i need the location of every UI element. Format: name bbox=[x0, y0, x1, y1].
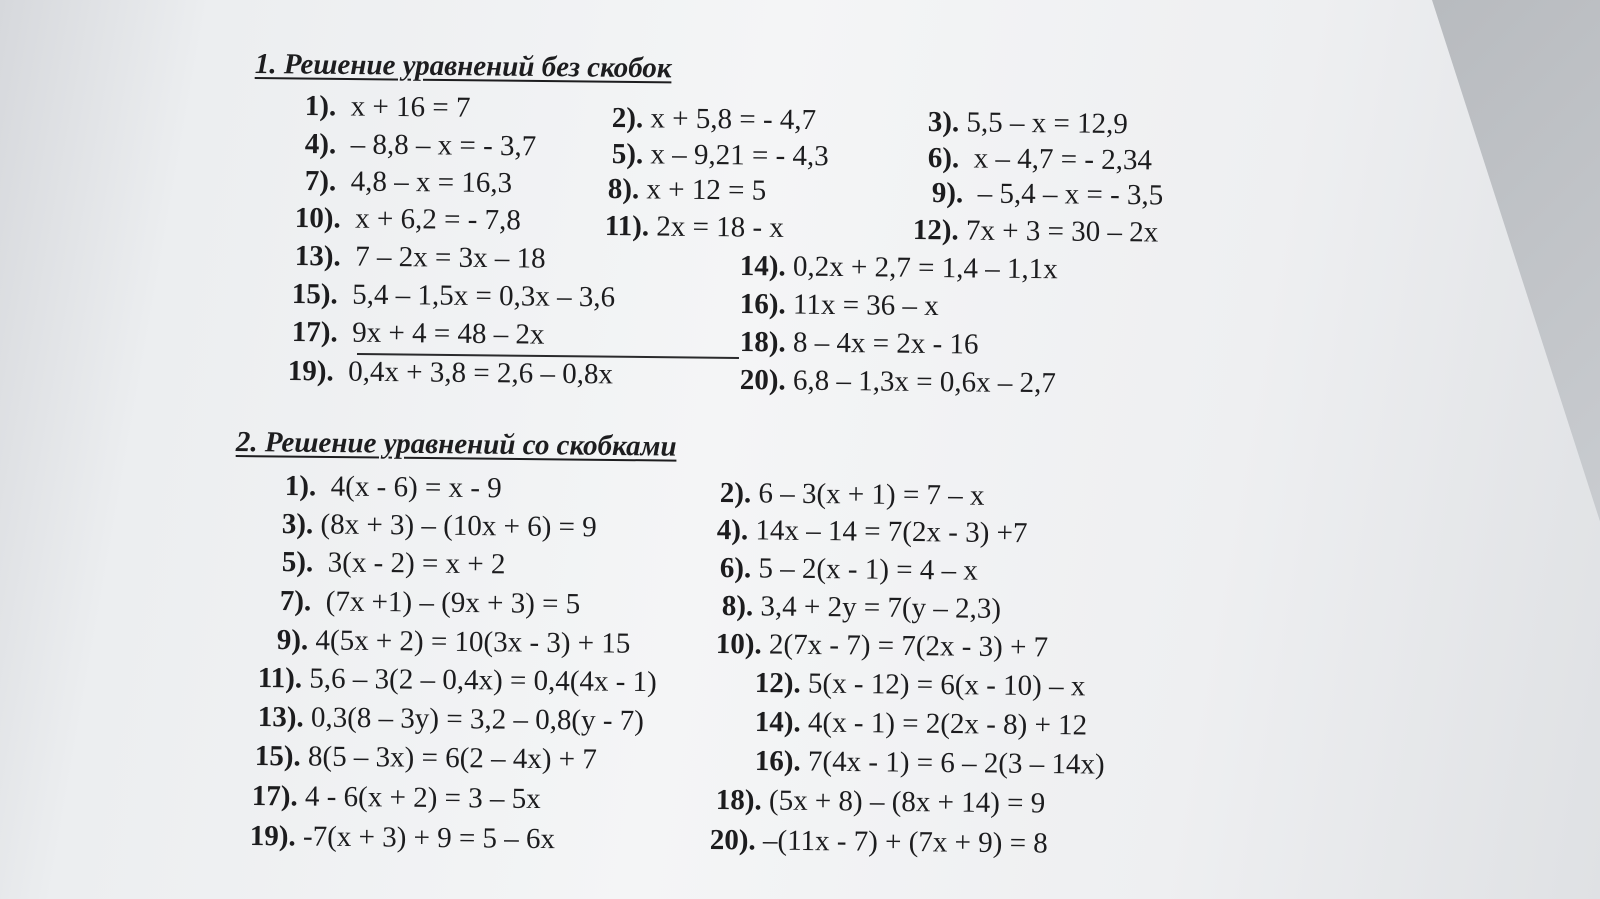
eq-number: 4). bbox=[304, 128, 337, 161]
eq-text: x + 6,2 = - 7,8 bbox=[355, 202, 522, 237]
s1-eq-3 bbox=[928, 106, 1128, 141]
s2-eq-3 bbox=[282, 508, 597, 544]
section2-title: 2. Решение уравнений со скобками bbox=[235, 426, 677, 463]
eq-number: 7). bbox=[304, 165, 337, 198]
s2-eq-12 bbox=[755, 667, 1086, 703]
eq-text: 0,2x + 2,7 = 1,4 – 1,1x bbox=[792, 250, 1058, 286]
eq-text: 4(x - 6) = x - 9 bbox=[330, 470, 502, 505]
eq-number: 18). bbox=[715, 784, 762, 817]
s2-eq-5 bbox=[282, 546, 506, 581]
eq-number: 8). bbox=[607, 173, 640, 206]
eq-number: 6). bbox=[719, 552, 752, 585]
s1-eq-14 bbox=[740, 250, 1058, 286]
eq-number: 20). bbox=[739, 364, 786, 397]
s2-eq-20 bbox=[710, 824, 1048, 861]
eq-text: x – 4,7 = - 2,34 bbox=[973, 142, 1153, 177]
s1-eq-18 bbox=[740, 326, 979, 361]
eq-number: 4). bbox=[716, 514, 749, 547]
eq-text: 3,4 + 2y = 7(y – 2,3) bbox=[760, 590, 1002, 625]
eq-number: 7). bbox=[279, 585, 312, 618]
s2-eq-19 bbox=[250, 820, 556, 856]
s1-eq-19 bbox=[288, 355, 613, 391]
eq-text: 0,4x + 3,8 = 2,6 – 0,8x bbox=[348, 355, 614, 391]
s2-eq-16 bbox=[755, 745, 1105, 782]
eq-number: 9). bbox=[931, 177, 964, 210]
eq-text: 6,8 – 1,3x = 0,6x – 2,7 bbox=[792, 364, 1057, 400]
eq-number: 18). bbox=[739, 326, 786, 359]
eq-number: 16). bbox=[754, 745, 801, 778]
eq-text: 8(5 – 3x) = 6(2 – 4x) + 7 bbox=[307, 740, 597, 776]
s1-eq-20 bbox=[740, 364, 1056, 400]
s2-eq-1 bbox=[285, 470, 502, 505]
eq-number: 12). bbox=[912, 214, 959, 247]
eq-text: 3(x - 2) = x + 2 bbox=[327, 546, 506, 581]
eq-number: 14). bbox=[754, 706, 801, 739]
s2-eq-9 bbox=[277, 624, 631, 661]
eq-text: 5,6 – 3(2 – 0,4x) = 0,4(4x - 1) bbox=[309, 662, 657, 699]
s1-eq-2 bbox=[612, 102, 817, 137]
s1-eq-17 bbox=[292, 316, 545, 352]
eq-number: 1). bbox=[304, 90, 337, 123]
eq-number: 6). bbox=[927, 142, 960, 175]
eq-number: 19). bbox=[287, 355, 334, 388]
eq-number: 5). bbox=[281, 546, 314, 579]
eq-text: 7 – 2x = 3x – 18 bbox=[355, 240, 546, 275]
eq-text: 0,3(8 – 3y) = 3,2 – 0,8(y - 7) bbox=[310, 701, 645, 738]
s2-eq-8 bbox=[722, 590, 1002, 626]
eq-number: 2). bbox=[719, 477, 752, 510]
s2-eq-15 bbox=[255, 740, 597, 777]
eq-number: 3). bbox=[281, 508, 314, 541]
eq-number: 5). bbox=[611, 138, 644, 171]
s2-eq-2 bbox=[720, 477, 985, 513]
s1-eq-15 bbox=[292, 278, 616, 314]
s2-eq-14 bbox=[755, 706, 1088, 742]
s2-eq-10 bbox=[716, 628, 1049, 664]
eq-text: 2(7x - 7) = 7(2x - 3) + 7 bbox=[768, 628, 1049, 664]
s1-eq-12 bbox=[913, 214, 1159, 250]
s2-eq-6 bbox=[720, 552, 978, 588]
eq-number: 8). bbox=[721, 590, 754, 623]
eq-number: 10). bbox=[294, 202, 341, 235]
eq-text: -7(x + 3) + 9 = 5 – 6x bbox=[302, 820, 556, 856]
eq-text: x + 16 = 7 bbox=[350, 90, 471, 124]
s2-eq-4 bbox=[717, 514, 1028, 550]
eq-text: 2x = 18 - x bbox=[656, 210, 785, 244]
eq-number: 11). bbox=[604, 210, 650, 243]
eq-text: 8 – 4x = 2x - 16 bbox=[792, 326, 979, 361]
eq-number: 9). bbox=[276, 624, 309, 657]
s2-eq-11 bbox=[258, 662, 657, 699]
s1-eq-16 bbox=[740, 288, 939, 323]
s2-eq-17 bbox=[252, 780, 541, 816]
eq-number: 19). bbox=[249, 820, 296, 853]
eq-text: x + 12 = 5 bbox=[646, 173, 767, 207]
s1-eq-7 bbox=[305, 165, 513, 200]
eq-number: 13). bbox=[257, 701, 304, 734]
eq-text: 5(x - 12) = 6(x - 10) – x bbox=[807, 667, 1086, 703]
s1-eq-9 bbox=[932, 177, 1164, 212]
eq-text: 5 – 2(x - 1) = 4 – x bbox=[758, 552, 978, 587]
eq-number: 15). bbox=[291, 278, 338, 311]
eq-number: 2). bbox=[611, 102, 644, 135]
eq-text: – 5,4 – x = - 3,5 bbox=[977, 177, 1164, 212]
s1-eq-10 bbox=[295, 202, 521, 237]
eq-text: 14x – 14 = 7(2x - 3) +7 bbox=[755, 514, 1028, 550]
eq-number: 3). bbox=[927, 106, 960, 139]
eq-text: 7(4x - 1) = 6 – 2(3 – 14x) bbox=[807, 745, 1105, 781]
eq-number: 14). bbox=[739, 250, 786, 283]
eq-number: 15). bbox=[254, 740, 301, 773]
eq-number: 10). bbox=[715, 628, 762, 661]
eq-number: 11). bbox=[257, 662, 303, 695]
eq-text: 9x + 4 = 48 – 2x bbox=[352, 316, 545, 351]
eq-text: –(11x - 7) + (7x + 9) = 8 bbox=[762, 824, 1048, 860]
eq-text: 6 – 3(x + 1) = 7 – x bbox=[758, 477, 985, 512]
eq-number: 17). bbox=[251, 780, 298, 813]
s1-eq-11 bbox=[605, 210, 784, 245]
s1-eq-1 bbox=[305, 90, 471, 125]
eq-text: 7x + 3 = 30 – 2x bbox=[965, 214, 1159, 249]
s2-eq-7 bbox=[280, 585, 581, 621]
eq-text: 5,4 – 1,5x = 0,3x – 3,6 bbox=[352, 278, 616, 314]
eq-text: 4(x - 1) = 2(2x - 8) + 12 bbox=[807, 706, 1088, 742]
eq-number: 17). bbox=[291, 316, 338, 349]
eq-text: 4(5x + 2) = 10(3x - 3) + 15 bbox=[315, 624, 631, 660]
s1-eq-4 bbox=[305, 128, 537, 163]
eq-text: – 8,8 – x = - 3,7 bbox=[350, 128, 537, 163]
eq-text: 11x = 36 – x bbox=[792, 288, 939, 323]
eq-text: x + 5,8 = - 4,7 bbox=[650, 102, 817, 137]
s2-eq-13 bbox=[258, 701, 644, 738]
eq-text: x – 9,21 = - 4,3 bbox=[650, 138, 829, 173]
s1-eq-6 bbox=[928, 142, 1153, 177]
eq-number: 1). bbox=[284, 470, 317, 503]
eq-text: 5,5 – x = 12,9 bbox=[966, 106, 1129, 141]
section1-title: 1. Решение уравнений без скобок bbox=[254, 48, 672, 85]
eq-text: (5x + 8) – (8x + 14) = 9 bbox=[768, 784, 1046, 820]
eq-text: 4,8 – x = 16,3 bbox=[350, 165, 513, 200]
eq-number: 20). bbox=[709, 824, 756, 857]
eq-text: (8x + 3) – (10x + 6) = 9 bbox=[320, 508, 597, 544]
eq-text: 4 - 6(x + 2) = 3 – 5x bbox=[304, 780, 541, 816]
s2-eq-18 bbox=[716, 784, 1046, 820]
s1-eq-13 bbox=[295, 240, 546, 276]
eq-number: 13). bbox=[294, 240, 341, 273]
eq-number: 16). bbox=[739, 288, 786, 321]
eq-text: (7x +1) – (9x + 3) = 5 bbox=[325, 585, 581, 621]
s1-eq-8 bbox=[608, 173, 767, 208]
eq-number: 12). bbox=[754, 667, 801, 700]
s1-eq-5 bbox=[612, 138, 829, 173]
